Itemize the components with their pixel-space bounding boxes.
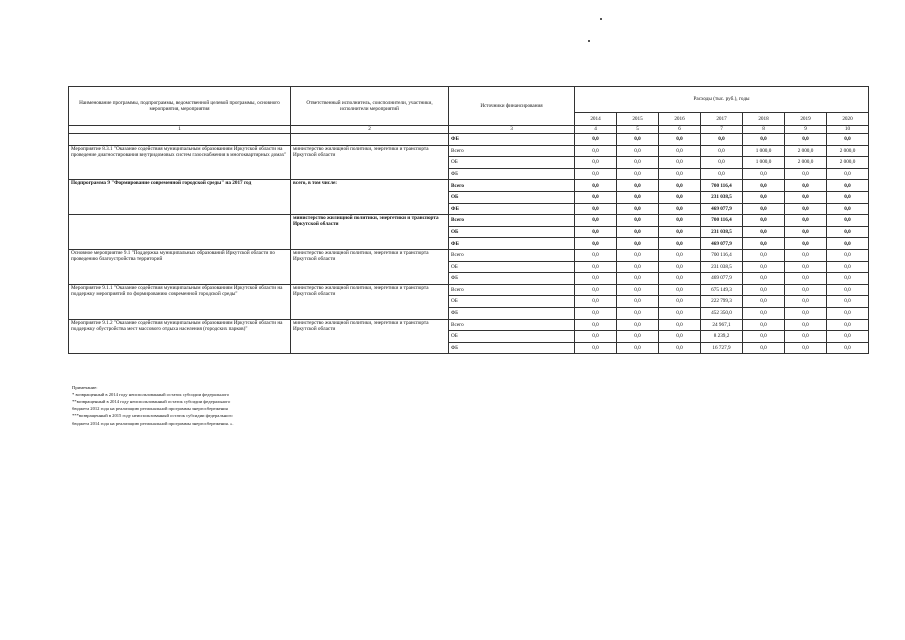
expense-value-cell: 0,0 <box>617 284 659 296</box>
expense-value-cell: 700 116,4 <box>701 180 743 192</box>
expense-value-cell: 0,0 <box>659 342 701 354</box>
expense-value-cell: 0,0 <box>617 180 659 192</box>
funding-source-cell: Всего <box>449 215 575 227</box>
expense-value-cell: 0,0 <box>575 319 617 331</box>
expense-value-cell: 0,0 <box>827 238 869 250</box>
expense-value-cell: 0,0 <box>785 215 827 227</box>
expense-value-cell: 0,0 <box>617 273 659 285</box>
expense-value-cell: 0,0 <box>659 319 701 331</box>
table-row <box>69 180 869 192</box>
budget-table-sheet <box>68 86 868 354</box>
funding-source-cell: Всего <box>449 319 575 331</box>
expense-value-cell: 1 000,0 <box>743 145 785 157</box>
expense-value-cell: 0,0 <box>743 307 785 319</box>
program-name-cell: Подпрограмма 9 "Формирование современной городской среды" на 2017 год <box>69 180 291 215</box>
notes-block <box>72 384 312 427</box>
funding-source-cell: Всего <box>449 284 575 296</box>
expense-value-cell: 0,0 <box>617 191 659 203</box>
expense-value-cell: 0,0 <box>659 180 701 192</box>
expense-value-cell: 8 239,2 <box>701 331 743 343</box>
expense-value-cell: 0,0 <box>785 203 827 215</box>
expense-value-cell: 0,0 <box>827 168 869 180</box>
expense-value-cell: 0,0 <box>617 157 659 169</box>
note-line: ***возвращенный в 2015 году неиспользованный остаток субсидии федерального <box>72 413 233 419</box>
expense-value-cell: 0,0 <box>743 261 785 273</box>
expense-value-cell: 222 799,3 <box>701 296 743 308</box>
expense-value-cell: 469 077,9 <box>701 273 743 285</box>
expense-value-cell: 0,0 <box>659 249 701 261</box>
expense-value-cell: 0,0 <box>575 331 617 343</box>
expense-value-cell: 0,0 <box>785 307 827 319</box>
note-line: **возвращенный в 2014 году неиспользованный остаток субсидии федерального <box>72 399 231 405</box>
table-row <box>69 284 869 296</box>
expense-value-cell: 0,0 <box>617 134 659 146</box>
expense-value-cell: 0,0 <box>827 342 869 354</box>
executor-cell: министерство жилищной политики, энергетики и транспорта Иркутской области <box>291 284 449 319</box>
column-index: 7 <box>701 126 743 134</box>
expense-value-cell: 0,0 <box>617 249 659 261</box>
expense-value-cell: 0,0 <box>785 191 827 203</box>
budget-table <box>68 86 869 354</box>
expense-value-cell: 0,0 <box>743 284 785 296</box>
executor-cell: всего, в том числе: <box>291 180 449 215</box>
funding-source-cell: ОБ <box>449 157 575 169</box>
year-header: 2018 <box>743 113 785 126</box>
expense-value-cell: 0,0 <box>659 226 701 238</box>
expense-value-cell: 0,0 <box>743 238 785 250</box>
expense-value-cell: 0,0 <box>617 203 659 215</box>
funding-source-cell: ОБ <box>449 261 575 273</box>
note-line: бюджета 2012 года на реализацию региональной программы энергосбережения <box>72 406 228 412</box>
expense-value-cell: 700 116,4 <box>701 215 743 227</box>
expense-value-cell: 0,0 <box>617 226 659 238</box>
expense-value-cell: 0,0 <box>659 238 701 250</box>
funding-source-cell: ФБ <box>449 168 575 180</box>
expense-value-cell: 0,0 <box>659 168 701 180</box>
year-header: 2014 <box>575 113 617 126</box>
expense-value-cell: 0,0 <box>785 249 827 261</box>
expense-value-cell: 700 116,4 <box>701 249 743 261</box>
executor-cell <box>291 134 449 146</box>
expense-value-cell: 0,0 <box>659 284 701 296</box>
header-col-name: Наименование программы, подпрограммы, ведомственной целевой программы, основного мероприятия, мероприятия <box>69 87 291 126</box>
column-index: 6 <box>659 126 701 134</box>
expense-value-cell: 0,0 <box>827 273 869 285</box>
year-header: 2020 <box>827 113 869 126</box>
program-name-cell <box>69 215 291 250</box>
funding-source-cell: Всего <box>449 180 575 192</box>
expense-value-cell: 0,0 <box>785 261 827 273</box>
expense-value-cell: 231 038,5 <box>701 261 743 273</box>
expense-value-cell: 0,0 <box>827 307 869 319</box>
column-index: 3 <box>449 126 575 134</box>
expense-value-cell: 0,0 <box>659 215 701 227</box>
expense-value-cell: 0,0 <box>617 168 659 180</box>
expense-value-cell: 0,0 <box>827 319 869 331</box>
expense-value-cell: 0,0 <box>827 203 869 215</box>
expense-value-cell: 469 077,9 <box>701 238 743 250</box>
expense-value-cell: 0,0 <box>575 226 617 238</box>
table-row <box>69 134 869 146</box>
expense-value-cell: 24 967,1 <box>701 319 743 331</box>
funding-source-cell: ФБ <box>449 342 575 354</box>
expense-value-cell: 0,0 <box>575 157 617 169</box>
expense-value-cell: 0,0 <box>617 342 659 354</box>
program-name-cell: Мероприятие 8.3.1 "Оказание содействия муниципальным образованиям Иркутской области на проведение диагностирования внутридомовых систем газоснабжения в многоквартирных домах" <box>69 145 291 180</box>
funding-source-cell: ФБ <box>449 238 575 250</box>
expense-value-cell: 469 077,9 <box>701 203 743 215</box>
expense-value-cell: 0,0 <box>827 249 869 261</box>
expense-value-cell: 0,0 <box>659 203 701 215</box>
scan-speck <box>588 40 590 42</box>
expense-value-cell: 0,0 <box>575 191 617 203</box>
expense-value-cell: 0,0 <box>743 134 785 146</box>
expense-value-cell: 0,0 <box>659 307 701 319</box>
expense-value-cell: 0,0 <box>659 296 701 308</box>
expense-value-cell: 0,0 <box>827 191 869 203</box>
expense-value-cell: 0,0 <box>701 157 743 169</box>
expense-value-cell: 0,0 <box>575 168 617 180</box>
expense-value-cell: 0,0 <box>617 296 659 308</box>
expense-value-cell: 1 000,0 <box>743 157 785 169</box>
expense-value-cell: 0,0 <box>827 296 869 308</box>
expense-value-cell: 0,0 <box>785 342 827 354</box>
expense-value-cell: 0,0 <box>659 134 701 146</box>
column-index: 5 <box>617 126 659 134</box>
scan-speck <box>600 18 602 20</box>
note-line: бюджета 2014 года на реализацию региональной программы энергосбережения. ». <box>72 420 234 426</box>
expense-value-cell: 0,0 <box>575 307 617 319</box>
column-index: 10 <box>827 126 869 134</box>
funding-source-cell: ОБ <box>449 226 575 238</box>
expense-value-cell: 0,0 <box>701 168 743 180</box>
year-header: 2019 <box>785 113 827 126</box>
expense-value-cell: 0,0 <box>785 273 827 285</box>
expense-value-cell: 0,0 <box>743 203 785 215</box>
table-row <box>69 319 869 331</box>
column-index-row <box>69 126 869 134</box>
expense-value-cell: 0,0 <box>575 238 617 250</box>
column-index: 1 <box>69 126 291 134</box>
expense-value-cell: 0,0 <box>659 273 701 285</box>
expense-value-cell: 0,0 <box>617 215 659 227</box>
expense-value-cell: 2 000,0 <box>827 157 869 169</box>
expense-value-cell: 0,0 <box>575 180 617 192</box>
executor-cell: министерство жилищной политики, энергетики и транспорта Иркутской области <box>291 145 449 180</box>
expense-value-cell: 16 727,9 <box>701 342 743 354</box>
expense-value-cell: 0,0 <box>785 134 827 146</box>
year-header: 2015 <box>617 113 659 126</box>
expense-value-cell: 2 000,0 <box>827 145 869 157</box>
expense-value-cell: 0,0 <box>659 191 701 203</box>
budget-table-body <box>69 87 869 354</box>
expense-value-cell: 0,0 <box>743 342 785 354</box>
note-line: * возвращенный в 2014 году неиспользованный остаток субсидии федерального <box>72 392 230 398</box>
year-header: 2017 <box>701 113 743 126</box>
expense-value-cell: 0,0 <box>743 249 785 261</box>
expense-value-cell: 0,0 <box>617 307 659 319</box>
notes-title: Примечание: <box>72 385 98 390</box>
expense-value-cell: 452 350,0 <box>701 307 743 319</box>
expense-value-cell: 0,0 <box>575 296 617 308</box>
header-col-expenses: Расходы (тыс. руб.), годы <box>575 87 869 113</box>
funding-source-cell: ОБ <box>449 191 575 203</box>
table-row <box>69 215 869 227</box>
funding-source-cell: ФБ <box>449 273 575 285</box>
funding-source-cell: ФБ <box>449 203 575 215</box>
funding-source-cell: ФБ <box>449 307 575 319</box>
column-index: 8 <box>743 126 785 134</box>
executor-cell: министерство жилищной политики, энергетики и транспорта Иркутской области <box>291 215 449 250</box>
expense-value-cell: 0,0 <box>827 284 869 296</box>
expense-value-cell: 0,0 <box>575 203 617 215</box>
expense-value-cell: 0,0 <box>617 319 659 331</box>
funding-source-cell: ОБ <box>449 331 575 343</box>
expense-value-cell: 0,0 <box>743 215 785 227</box>
year-header: 2016 <box>659 113 701 126</box>
executor-cell: министерство жилищной политики, энергетики и транспорта Иркутской области <box>291 319 449 354</box>
expense-value-cell: 0,0 <box>785 238 827 250</box>
funding-source-cell: Всего <box>449 249 575 261</box>
expense-value-cell: 0,0 <box>827 261 869 273</box>
expense-value-cell: 0,0 <box>659 331 701 343</box>
expense-value-cell: 0,0 <box>785 319 827 331</box>
header-row <box>69 87 869 113</box>
program-name-cell: Основное мероприятие 9.1 "Поддержка муниципальных образований Иркутской области по проведению благоустройства территорий <box>69 249 291 284</box>
expense-value-cell: 0,0 <box>743 168 785 180</box>
expense-value-cell: 0,0 <box>575 273 617 285</box>
funding-source-cell: Всего <box>449 145 575 157</box>
expense-value-cell: 0,0 <box>575 261 617 273</box>
expense-value-cell: 0,0 <box>575 249 617 261</box>
expense-value-cell: 0,0 <box>617 145 659 157</box>
table-row <box>69 145 869 157</box>
funding-source-cell: ОБ <box>449 296 575 308</box>
expense-value-cell: 0,0 <box>743 226 785 238</box>
expense-value-cell: 0,0 <box>575 284 617 296</box>
program-name-cell: Мероприятие 9.1.2 "Оказание содействия муниципальным образованиям Иркутской области на поддержку обустройства мест массового отдыха населения (городских парков)" <box>69 319 291 354</box>
expense-value-cell: 0,0 <box>701 145 743 157</box>
table-row <box>69 249 869 261</box>
expense-value-cell: 0,0 <box>785 168 827 180</box>
expense-value-cell: 675 149,3 <box>701 284 743 296</box>
expense-value-cell: 0,0 <box>827 226 869 238</box>
expense-value-cell: 0,0 <box>659 261 701 273</box>
expense-value-cell: 0,0 <box>701 134 743 146</box>
expense-value-cell: 0,0 <box>743 191 785 203</box>
expense-value-cell: 0,0 <box>617 261 659 273</box>
expense-value-cell: 0,0 <box>743 319 785 331</box>
expense-value-cell: 0,0 <box>785 296 827 308</box>
column-index: 9 <box>785 126 827 134</box>
column-index: 4 <box>575 126 617 134</box>
expense-value-cell: 0,0 <box>785 284 827 296</box>
column-index: 2 <box>291 126 449 134</box>
expense-value-cell: 0,0 <box>575 342 617 354</box>
expense-value-cell: 0,0 <box>743 296 785 308</box>
expense-value-cell: 2 000,0 <box>785 145 827 157</box>
expense-value-cell: 0,0 <box>575 145 617 157</box>
expense-value-cell: 0,0 <box>575 215 617 227</box>
expense-value-cell: 231 038,5 <box>701 191 743 203</box>
expense-value-cell: 0,0 <box>827 134 869 146</box>
expense-value-cell: 0,0 <box>743 331 785 343</box>
expense-value-cell: 0,0 <box>743 273 785 285</box>
expense-value-cell: 0,0 <box>659 145 701 157</box>
expense-value-cell: 0,0 <box>785 331 827 343</box>
expense-value-cell: 2 000,0 <box>785 157 827 169</box>
expense-value-cell: 0,0 <box>785 226 827 238</box>
expense-value-cell: 0,0 <box>659 157 701 169</box>
expense-value-cell: 0,0 <box>827 180 869 192</box>
expense-value-cell: 0,0 <box>617 238 659 250</box>
expense-value-cell: 0,0 <box>743 180 785 192</box>
expense-value-cell: 0,0 <box>575 134 617 146</box>
expense-value-cell: 0,0 <box>785 180 827 192</box>
expense-value-cell: 231 038,5 <box>701 226 743 238</box>
program-name-cell <box>69 134 291 146</box>
expense-value-cell: 0,0 <box>827 215 869 227</box>
expense-value-cell: 0,0 <box>827 331 869 343</box>
program-name-cell: Мероприятие 9.1.1 "Оказание содействия муниципальным образованиям Иркутской области на поддержку мероприятий по формированию современной городской среды" <box>69 284 291 319</box>
header-col-executor: Ответственный исполнитель, соисполнители, участники, исполнители мероприятий <box>291 87 449 126</box>
header-col-source: Источники финансирования <box>449 87 575 126</box>
funding-source-cell: ФБ <box>449 134 575 146</box>
expense-value-cell: 0,0 <box>617 331 659 343</box>
executor-cell: министерство жилищной политики, энергетики и транспорта Иркутской области <box>291 249 449 284</box>
